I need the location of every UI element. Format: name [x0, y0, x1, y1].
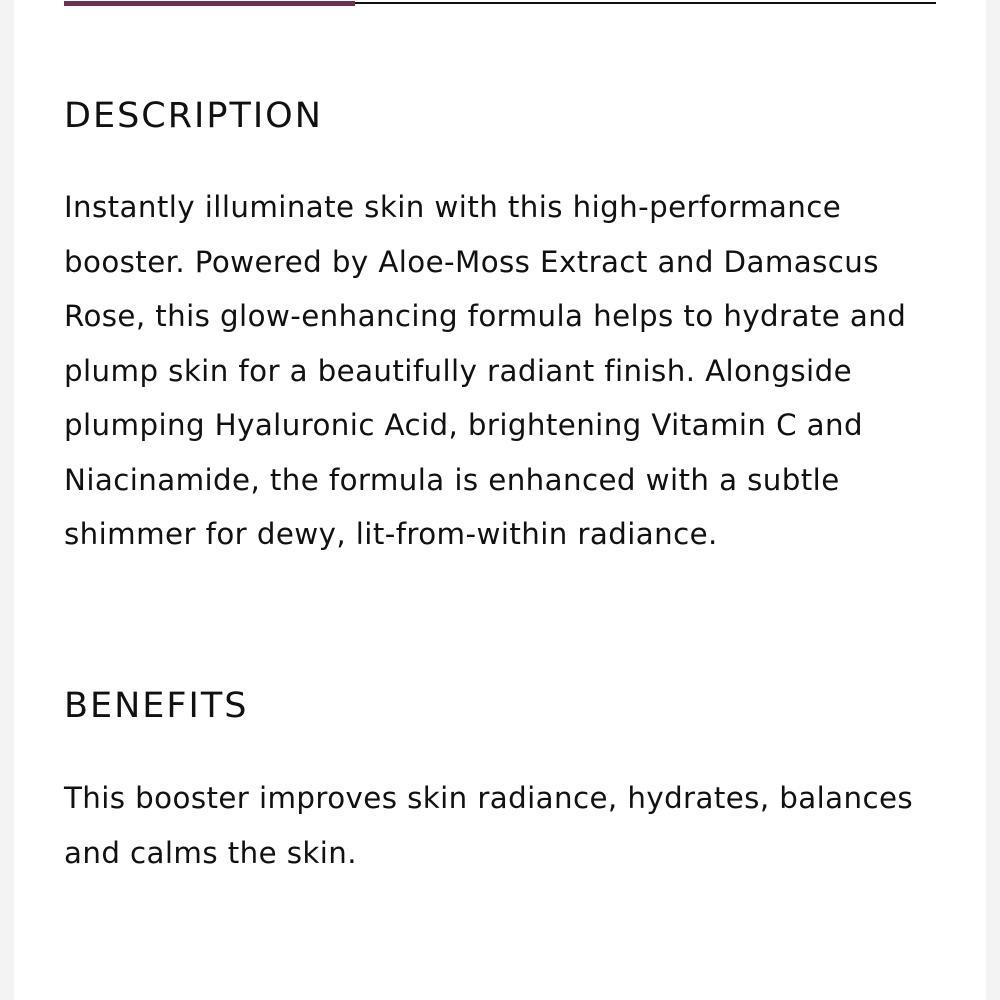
- description-text: Instantly illuminate skin with this high-performance booster. Powered by Aloe-Moss Extract and Damascus Rose, this glow-enhancing formula helps to hydrate and plump skin for a beautifully radiant finish. Alongside plumping Hyaluronic Acid, brightening Vitamin C and Niacinamide, the formula is enhanced with a subtle shimmer for dewy, lit-from-within radiance.: [64, 190, 907, 551]
- tab-underline: [64, 0, 936, 6]
- benefits-text: This booster improves skin radiance, hydrates, balances and calms the skin.: [64, 781, 914, 870]
- benefits-heading: BENEFITS: [64, 686, 249, 726]
- active-tab-indicator: [64, 1, 355, 6]
- description-heading: DESCRIPTION: [64, 96, 323, 136]
- product-details-panel: [14, 0, 986, 1000]
